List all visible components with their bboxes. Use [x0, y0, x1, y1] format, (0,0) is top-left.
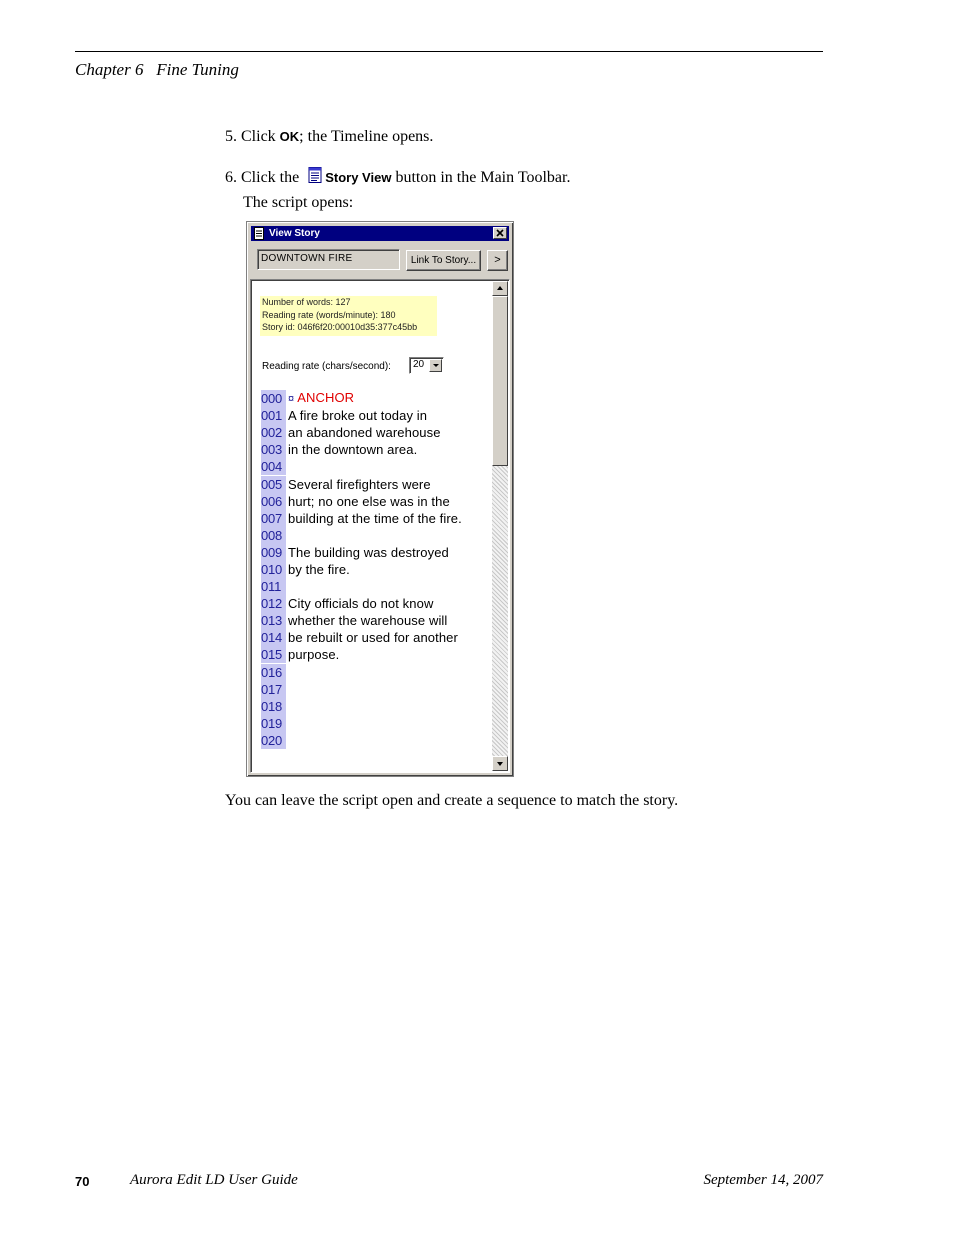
- story-id: Story id: 046f6f20:00010d35:377c45bb: [262, 322, 418, 332]
- step-5-pre: Click: [241, 128, 280, 145]
- view-story-window: [246, 221, 514, 777]
- story-view-ui-label: Story View: [325, 170, 392, 185]
- step-6-post: button in the Main Toolbar.: [391, 169, 571, 186]
- script-opens-note: The script opens:: [243, 194, 354, 211]
- anchor-mark-icon: ¤: [288, 393, 295, 406]
- line-number: 017: [261, 681, 286, 698]
- line-text: The building was destroyed: [288, 544, 449, 560]
- story-name-field[interactable]: DOWNTOWN FIRE: [257, 249, 400, 270]
- word-count: Number of words: 127: [262, 297, 351, 307]
- line-number: 012: [261, 595, 286, 612]
- script-line: [261, 681, 462, 698]
- script-line: [261, 629, 462, 646]
- script-line: [261, 407, 462, 424]
- script-line: [261, 646, 462, 663]
- header-rule: [75, 51, 823, 52]
- line-text: purpose.: [288, 647, 340, 663]
- line-text: building at the time of the fire.: [288, 510, 462, 526]
- footer-title: Aurora Edit LD User Guide: [130, 1172, 298, 1188]
- line-number: 006: [261, 493, 286, 510]
- line-number: 008: [261, 527, 286, 544]
- step-6: [225, 167, 570, 188]
- script-line: [261, 390, 462, 407]
- scroll-up-button[interactable]: [492, 281, 508, 296]
- script-panel[interactable]: [250, 279, 510, 773]
- line-number: 020: [261, 732, 286, 749]
- scroll-thumb[interactable]: [492, 296, 508, 466]
- document-icon: [253, 227, 265, 240]
- close-button[interactable]: [493, 227, 507, 239]
- anchor-label: ANCHOR: [297, 390, 355, 406]
- script-line: [261, 527, 462, 544]
- line-number: 018: [261, 698, 286, 715]
- next-story-button[interactable]: >: [487, 250, 508, 271]
- reading-rate-label: Reading rate (chars/second):: [262, 361, 391, 372]
- line-number: 011: [261, 578, 286, 595]
- script-line: [261, 578, 462, 595]
- story-stats: [260, 296, 437, 336]
- line-text: Several firefighters were: [288, 476, 431, 492]
- script-line: [261, 510, 462, 527]
- script-line: [261, 561, 462, 578]
- story-view-icon: [307, 167, 323, 183]
- script-line: [261, 441, 462, 458]
- line-number: 014: [261, 629, 286, 646]
- script-lines: [261, 390, 462, 749]
- line-number: 005: [261, 476, 286, 493]
- line-number: 010: [261, 561, 286, 578]
- line-text: A fire broke out today in: [288, 408, 428, 424]
- line-text: in the downtown area.: [288, 442, 418, 458]
- step-6-number: 6.: [225, 169, 237, 186]
- line-number: 016: [261, 664, 286, 681]
- line-text: an abandoned warehouse: [288, 425, 441, 441]
- script-line: [261, 595, 462, 612]
- ok-ui-label: OK: [279, 129, 300, 144]
- script-line: [261, 475, 462, 492]
- line-number: 002: [261, 424, 286, 441]
- footer-date: September 14, 2007: [703, 1172, 823, 1188]
- scroll-down-button[interactable]: [492, 756, 508, 771]
- script-line: [261, 458, 462, 475]
- line-number: 019: [261, 715, 286, 732]
- script-line: [261, 715, 462, 732]
- script-line: [261, 698, 462, 715]
- line-number: 009: [261, 544, 286, 561]
- reading-rate-value: 20: [413, 359, 425, 370]
- close-icon: [494, 228, 506, 238]
- line-text: be rebuilt or used for another: [288, 630, 458, 646]
- line-number: 001: [261, 407, 286, 424]
- script-line: [261, 544, 462, 561]
- line-number: 007: [261, 510, 286, 527]
- closing-paragraph: You can leave the script open and create a sequence to match the story.: [225, 792, 679, 809]
- step-5: [225, 127, 433, 147]
- link-to-story-button[interactable]: Link To Story...: [406, 250, 481, 271]
- reading-rate-wpm: Reading rate (words/minute): 180: [262, 309, 396, 320]
- line-text: by the fire.: [288, 561, 350, 577]
- script-line: [261, 612, 462, 629]
- reading-rate-select[interactable]: [409, 357, 444, 374]
- chapter-header: Chapter 6 Fine Tuning: [75, 60, 239, 79]
- line-text: whether the warehouse will: [288, 613, 448, 629]
- line-number: 000: [261, 390, 286, 407]
- title-bar[interactable]: [251, 226, 509, 241]
- vertical-scrollbar[interactable]: [492, 281, 508, 771]
- script-line: [261, 424, 462, 441]
- script-line: [261, 664, 462, 681]
- line-number: 004: [261, 458, 286, 475]
- window-title: View Story: [269, 228, 320, 239]
- script-line: [261, 493, 462, 510]
- line-number: 003: [261, 441, 286, 458]
- line-text: City officials do not know: [288, 596, 434, 612]
- page-number: 70: [75, 1174, 90, 1189]
- step-5-number: 5.: [225, 128, 237, 145]
- step-6-pre: Click the: [241, 169, 304, 186]
- line-number: 015: [261, 646, 286, 663]
- anchor-line: [286, 389, 354, 408]
- line-text: hurt; no one else was in the: [288, 493, 450, 509]
- line-number: 013: [261, 612, 286, 629]
- chevron-down-icon[interactable]: [429, 359, 442, 372]
- step-5-post: ; the Timeline opens.: [299, 128, 434, 145]
- script-line: [261, 732, 462, 749]
